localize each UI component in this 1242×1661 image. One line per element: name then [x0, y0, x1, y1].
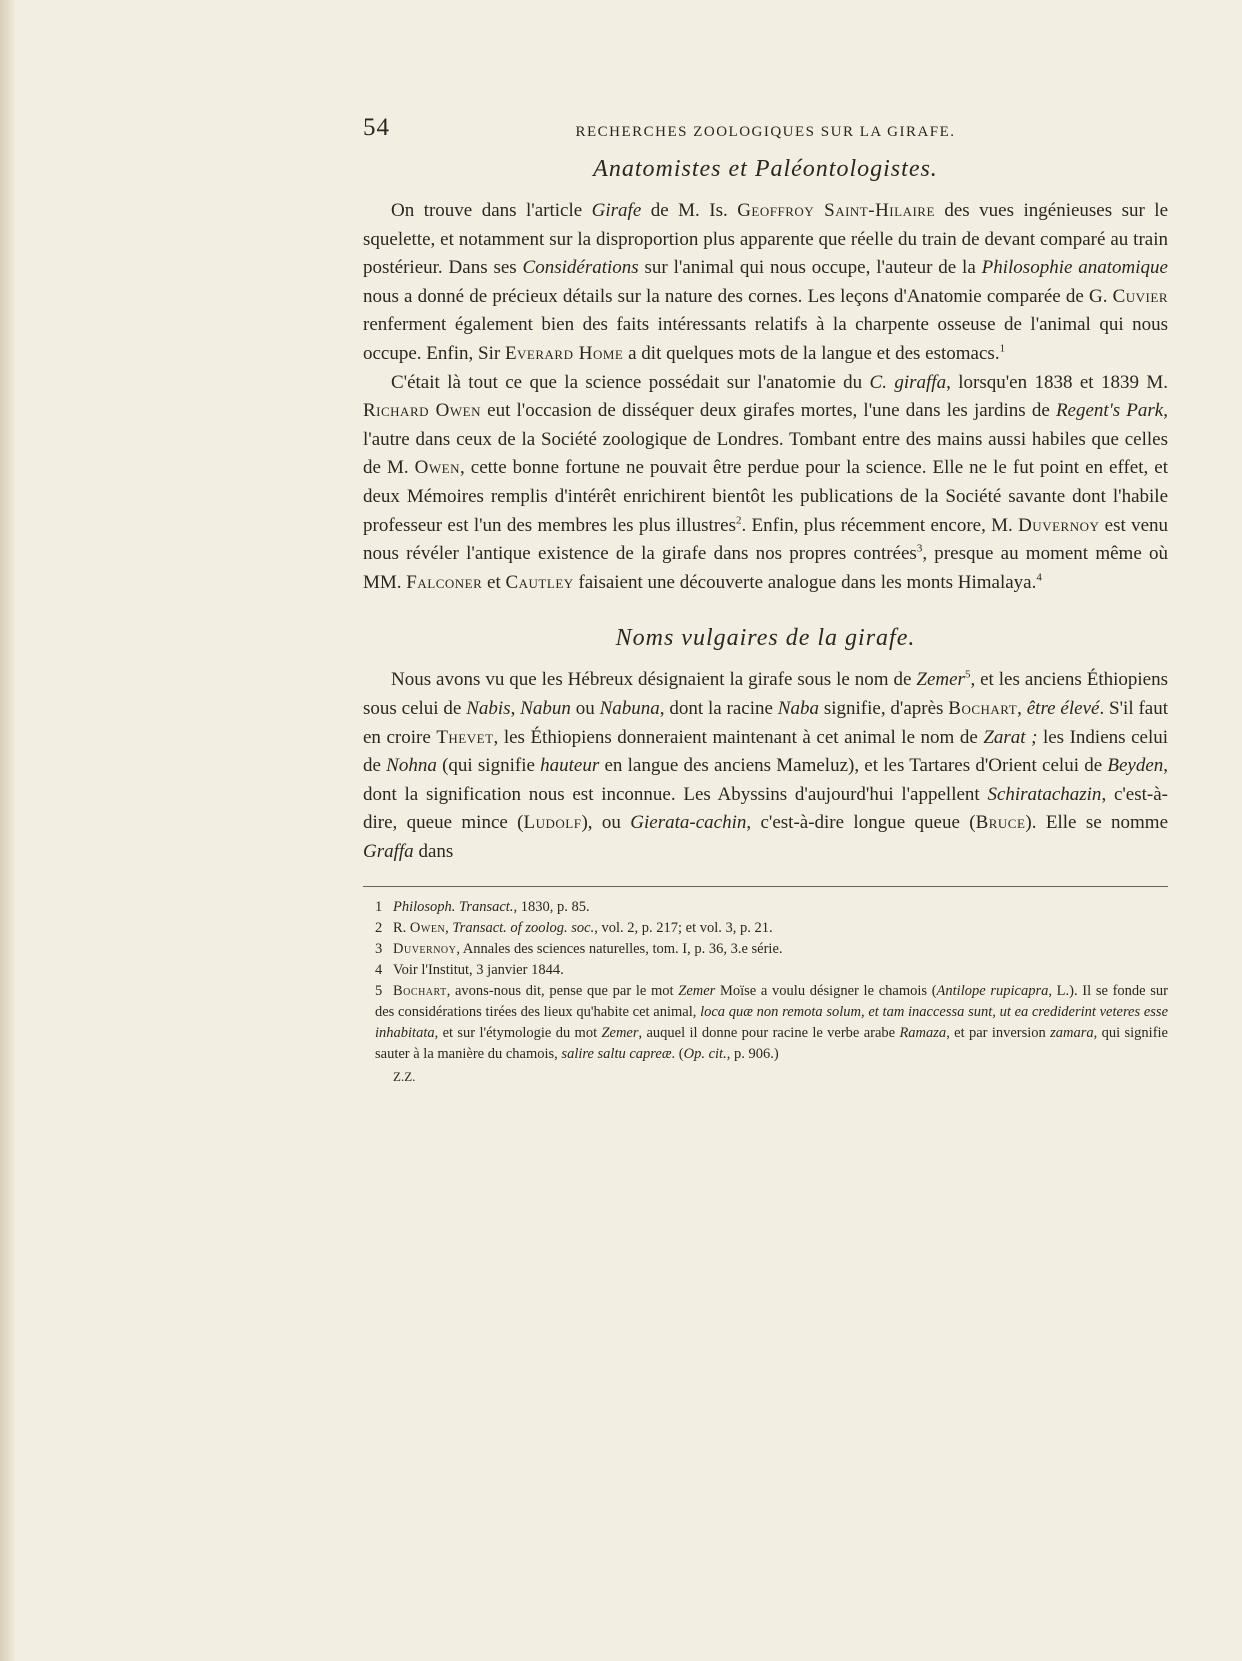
text: (qui signifie [436, 755, 541, 777]
italic-text: hauteur [540, 755, 600, 777]
text: , et sur l'étymologie du mot [434, 1025, 602, 1042]
footnote-rule [363, 886, 1168, 887]
text: renferment également bien des faits intéressants relatifs à la charpente osseuse de l'animal qui nous occupe. Enfin, Sir [363, 314, 1168, 364]
paragraph [363, 666, 1168, 866]
italic-text: Gierata-cachin [630, 812, 747, 834]
running-title: RECHERCHES ZOOLOGIQUES SUR LA GIRAFE. [575, 124, 956, 140]
author-name: Falconer [406, 571, 483, 593]
italic-text: Nabuna [599, 697, 660, 719]
text: , [445, 920, 453, 937]
page-number: 54 [363, 114, 390, 141]
text: , avons-nous dit, pense que par le mot [446, 983, 679, 1000]
footnote-ref: 2 [735, 514, 742, 527]
text: R. [393, 920, 410, 937]
text: , lorsqu'en 1838 et 1839 M. [946, 371, 1169, 393]
footnotes [363, 897, 1168, 1087]
author-name: Richard Owen [363, 400, 481, 422]
italic-text: loca quæ non remota solum, et tam inaccessa sunt, ut ea crediderint veteres esse inhabitata [375, 1004, 1169, 1042]
text: , [1017, 697, 1027, 719]
section-title-anatomistes: Anatomistes et Paléontologistes. [593, 156, 938, 182]
italic-text: Zarat ; [983, 726, 1038, 748]
author-name: Bochart [948, 697, 1018, 719]
text: , L.). Il se fonde sur des considérations tirées des lieux qu'habite cet animal, [375, 983, 1169, 1021]
italic-text: Nohna [386, 755, 437, 777]
text: Nous avons vu que les Hébreux désignaient la girafe sous le nom de [391, 669, 917, 691]
text: , l'autre dans ceux de la Société zoologique de Londres. Tombant entre des mains aussi habiles que celles de M. [363, 400, 1168, 479]
text: , cette bonne fortune ne pouvait être perdue pour la science. Elle ne le fut point en effet, et deux Mémoires remplis d'intérêt enrichirent bientôt les publications de la Société savante dont l'habile professeur est l'un des membres les plus illustres [363, 457, 1169, 536]
italic-text: Antilope rupicapra [936, 983, 1049, 1000]
author-name: Ludolf [523, 812, 582, 834]
text: ), ou [581, 812, 631, 834]
footnote-5 [363, 981, 1168, 1065]
italic-text: Philosoph. Transact. [393, 899, 514, 916]
italic-text: Philosophie anatomique [981, 257, 1168, 279]
author-name: Bruce [975, 812, 1026, 834]
italic-text: Beyden [1107, 755, 1164, 777]
footnote-3 [363, 939, 1168, 960]
text: dans [413, 840, 454, 862]
author-name: Thevet [436, 726, 494, 748]
author-name: Owen [409, 920, 446, 937]
text: en langue des anciens Mameluz), et les Tartares d'Orient celui de [599, 755, 1108, 777]
text: , c'est-à-dire, queue mince ( [363, 783, 1168, 834]
author-name: Duvernoy [1018, 514, 1100, 536]
author-name: Everard Home [504, 342, 624, 364]
italic-text: Girafe [591, 200, 642, 221]
italic-text: salire saltu capreæ [561, 1046, 672, 1063]
section-title-noms-vulgaires: Noms vulgaires de la girafe. [615, 625, 916, 652]
text: faisaient une découverte analogue dans les monts Himalaya. [573, 571, 1037, 593]
italic-text: Regent's Park [1055, 400, 1164, 422]
italic-text: être élevé [1026, 697, 1100, 719]
paragraph [363, 197, 1168, 369]
footnote-number: 4 [375, 962, 383, 979]
text: , qui signifie sauter à la manière du chamois, [375, 1025, 1168, 1063]
text: , [510, 697, 521, 719]
text: , et les anciens Éthiopiens sous celui de [363, 669, 1169, 719]
text: , dont la signification nous est inconnue. Les Abyssins d'aujourd'hui l'appellent [363, 755, 1169, 805]
running-head [363, 100, 1168, 141]
text: On trouve dans l'article [391, 200, 592, 221]
footnote-ref: 3 [916, 542, 923, 555]
italic-text: Schiratachazin [987, 783, 1102, 805]
text: les Indiens celui de [363, 726, 1168, 777]
italic-text: Naba [777, 697, 819, 719]
italic-text: Zemer [678, 983, 716, 1000]
italic-text: Nabun [520, 697, 571, 719]
footnote-2 [363, 918, 1168, 939]
text: . Enfin, plus récemment encore, M. [741, 514, 1019, 536]
footnote-ref: 1 [999, 342, 1006, 355]
footnote-1 [363, 897, 1168, 918]
author-name: Cuvier [1112, 285, 1168, 307]
text: , 1830, p. 85. [513, 899, 590, 916]
text: Voir l'Institut, 3 janvier 1844. [393, 962, 564, 979]
italic-text: zamara [1050, 1025, 1094, 1042]
italic-text: Nabis [466, 697, 511, 719]
footnote-ref: 4 [1036, 571, 1042, 584]
italic-text: Zemer [601, 1025, 639, 1042]
text: , les Éthiopiens donneraient maintenant à cet animal le nom de [493, 726, 984, 748]
text: , auquel il donne pour racine le verbe arabe [638, 1025, 900, 1042]
footnote-number: 3 [375, 941, 383, 958]
text: , Annales des sciences naturelles, tom. I, p. 36, 3.e série. [456, 941, 783, 958]
text: , c'est-à-dire longue queue ( [746, 812, 976, 834]
italic-text: Ramaza [899, 1025, 947, 1042]
italic-text: Op. cit. [683, 1046, 727, 1063]
text: Moïse a voulu désigner le chamois ( [715, 983, 937, 1000]
text: . S'il faut en croire [363, 697, 1168, 748]
footnote-4 [363, 960, 1168, 981]
text: ). Elle se nomme [1025, 812, 1169, 834]
author-name: Bochart [393, 983, 447, 1000]
text: , vol. 2, p. 217; et vol. 3, p. 21. [594, 920, 773, 937]
text: et [482, 571, 506, 593]
text: eut l'occasion de disséquer deux girafes mortes, l'une dans les jardins de [481, 400, 1056, 422]
author-name: Owen [414, 457, 460, 479]
text: est venu nous révéler l'antique existence de la girafe dans nos propres contrées [363, 514, 1168, 565]
italic-text: Graffa [363, 840, 414, 862]
footnote-ref: 5 [964, 668, 971, 681]
text: , presque au moment même où MM. [363, 543, 1168, 593]
text: C'était là tout ce que la science possédait sur l'anatomie du [391, 371, 870, 393]
text: ou [570, 697, 600, 719]
italic-text: Transact. of zoolog. soc. [452, 920, 595, 937]
page [363, 100, 1168, 1087]
author-name: Geoffroy Saint-Hilaire [737, 200, 935, 221]
text: . ( [671, 1046, 684, 1063]
text: , dont la racine [659, 697, 778, 719]
page-binding-edge [0, 0, 14, 1661]
paragraph [363, 369, 1168, 598]
footnote-number: 5 [375, 983, 383, 1000]
text: de M. Is. [641, 200, 738, 221]
text: a dit quelques mots de la langue et des estomacs. [623, 342, 1000, 364]
text: signifie, d'après [818, 697, 949, 719]
italic-text: C. giraffa [869, 371, 947, 393]
text: nous a donné de précieux détails sur la nature des cornes. Les leçons d'Anatomie comparée de G. [363, 285, 1113, 307]
text: des vues ingénieuses sur le squelette, et notamment sur la disproportion plus apparente que réelle du train de devant comparé au train postérieur. Dans ses [363, 200, 1168, 279]
author-initials: Z.Z. [393, 1069, 416, 1085]
author-name: Duvernoy [393, 941, 457, 958]
text: sur l'animal qui nous occupe, l'auteur de la [638, 257, 982, 279]
text: , et par inversion [946, 1025, 1051, 1042]
footnote-number: 2 [375, 920, 383, 937]
author-name: Cautley [505, 571, 574, 593]
italic-text: Zemer [916, 669, 965, 691]
text: , p. 906.) [726, 1046, 779, 1063]
italic-text: Considérations [522, 257, 639, 279]
footnote-number: 1 [375, 899, 383, 916]
